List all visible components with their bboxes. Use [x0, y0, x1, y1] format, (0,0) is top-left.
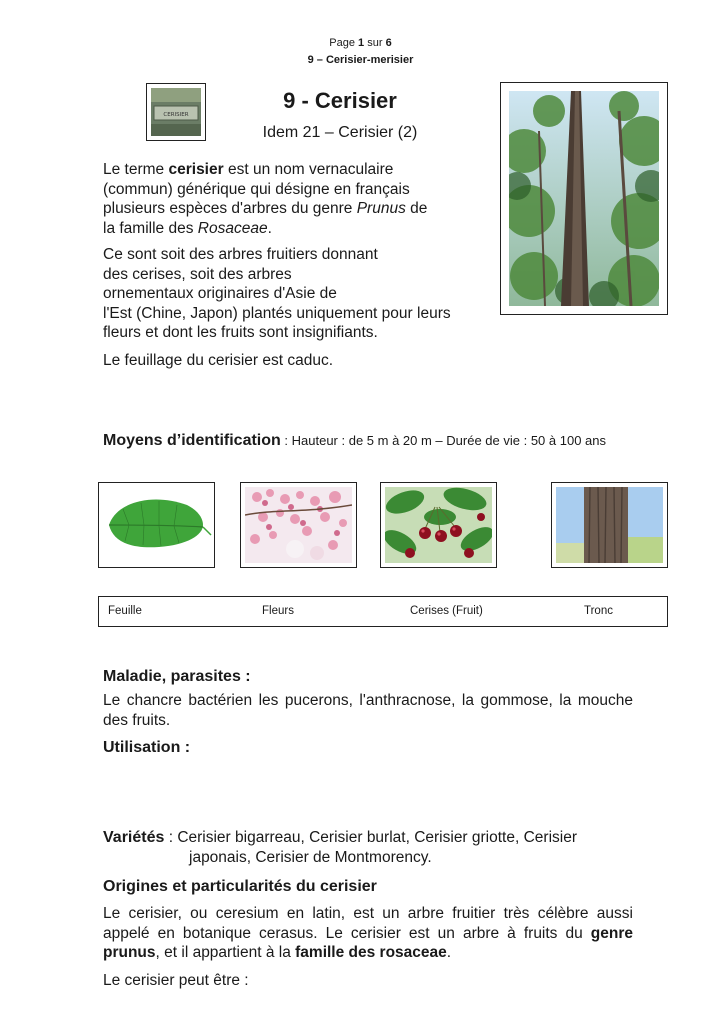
origines-text — [103, 904, 633, 963]
utilisation-heading: Utilisation : — [103, 739, 191, 756]
plaque-image — [151, 88, 201, 136]
captions-bar — [98, 596, 668, 627]
genus-prunus: Prunus — [356, 200, 406, 217]
text-line: ornementaux originaires d'Asie de — [103, 285, 337, 302]
term-cerisier: cerisier — [168, 161, 224, 178]
varietes-line-2: japonais, Cerisier de Montmorency. — [189, 849, 432, 866]
varietes-heading: Variétés — [103, 829, 165, 846]
caption-flowers: Fleurs — [262, 605, 294, 617]
text-run: . — [267, 219, 272, 237]
text-run: de — [405, 200, 428, 217]
leaf-image — [99, 483, 214, 567]
caption-cherries: Cerises (Fruit) — [410, 605, 483, 617]
text-line: fleurs et dont les fruits sont insignifiants. — [103, 324, 378, 341]
flowers-image — [245, 487, 352, 563]
text-run: plusieurs espèces d'arbres du genre — [103, 200, 357, 217]
tree-photo — [500, 82, 668, 315]
genus-prunus-bold: genre prunus — [103, 924, 633, 961]
text-run: Le terme — [103, 161, 169, 178]
identification-sep: : — [280, 433, 292, 448]
trunk-photo — [551, 482, 668, 568]
plaque-text: CERISIER — [163, 112, 189, 118]
text-run: . — [446, 944, 452, 961]
page-current: 1 — [358, 37, 365, 49]
page-prefix: Page — [329, 37, 359, 49]
maladie-heading: Maladie, parasites : — [103, 668, 251, 685]
cherries-photo — [380, 482, 497, 568]
caption-trunk: Tronc — [584, 605, 613, 617]
caption-leaf: Feuille — [108, 605, 142, 617]
varietes-line-1: Cerisier bigarreau, Cerisier burlat, Cerisier griotte, Cerisier — [177, 829, 577, 846]
document-title: 9 – Cerisier-merisier — [307, 54, 414, 66]
tree-image — [509, 91, 659, 306]
text-run: , et il appartient à la — [155, 944, 296, 961]
leaf-photo — [98, 482, 215, 568]
text-line: Ce sont soit des arbres fruitiers donnant — [103, 246, 378, 263]
identification-line — [103, 432, 693, 450]
page-total: 6 — [385, 37, 392, 49]
text-run: est un nom vernaculaire — [223, 161, 394, 178]
intro-paragraph-3: Le feuillage du cerisier est caduc. — [103, 352, 334, 369]
origines-last-line: Le cerisier peut être : — [103, 972, 249, 989]
family-rosaceae: Rosaceae — [197, 219, 268, 237]
text-line: l'Est (Chine, Japon) plantés uniquement pour leurs — [103, 304, 451, 322]
cherries-image — [385, 487, 492, 563]
family-rosaceae-bold: famille des rosaceae — [295, 944, 447, 961]
intro-paragraph-2 — [103, 245, 498, 343]
text-run: (commun) générique qui désigne en français — [103, 180, 410, 198]
page-title: 9 - Cerisier — [283, 88, 397, 113]
text-run: Le cerisier, ou ceresium en latin, est un arbre fruitier très célèbre aussi appelé en botanique cerasus. Le cerisier est un arbre à fruits du — [103, 905, 633, 942]
text-run: la famille des — [103, 219, 198, 237]
identification-detail: Hauteur : de 5 m à 20 m – Durée de vie : 50 à 100 ans — [291, 433, 606, 448]
page-number — [0, 37, 721, 49]
page-subtitle: Idem 21 – Cerisier (2) — [262, 124, 418, 141]
maladie-text: Le chancre bactérien les pucerons, l'anthracnose, la gommose, la mouche des fruits. — [103, 692, 633, 729]
identification-heading: Moyens d’identification — [103, 432, 281, 449]
trunk-image — [556, 487, 663, 563]
page-mid: sur — [364, 37, 386, 49]
flowers-photo — [240, 482, 357, 568]
origines-heading: Origines et particularités du cerisier — [103, 878, 377, 895]
text-line: des cerises, soit des arbres — [103, 265, 292, 283]
varietes-section — [103, 828, 663, 848]
varietes-sep: : — [164, 829, 178, 846]
intro-paragraph-1 — [103, 160, 493, 238]
plaque-photo — [146, 83, 206, 141]
